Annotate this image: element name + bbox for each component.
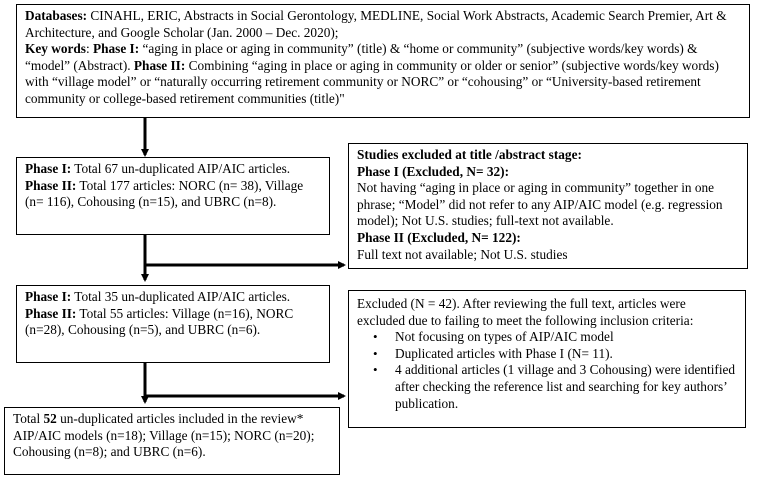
included-count: 52 (43, 411, 57, 426)
box2-phase1-text: Total 67 un-duplicated AIP/AIC articles. (71, 161, 291, 176)
criteria-item: • Duplicated articles with Phase I (N= 11). (395, 346, 737, 363)
keywords-phase2-label: Phase II: (133, 57, 186, 73)
box4-phase1-text: Total 35 un-duplicated AIP/AIC articles. (71, 289, 291, 304)
keywords-phase1-text: “aging in place or aging in community” (title) & “home or community” (subjective words/key words) & “model” (Abstract). (25, 41, 698, 73)
databases-text: CINAHL, ERIC, Abstracts in Social Gerontology, MEDLINE, Social Work Abstracts, Academic Search Premier, Art & Architecture, and Google Scholar (Jan. 2000 – Dec. 2020); (25, 8, 727, 40)
search-strategy-box: Databases: CINAHL, ERIC, Abstracts in Social Gerontology, MEDLINE, Social Work Abstracts, Academic Search Premier, Art & Architecture, and Google Scholar (Jan. 2000 – Dec. 2020); Key words: Phase I: “aging in place or aging in community” (title) & “home or community” (subjective words/key words) & “model” (Abstract). Phase II: Combining “aging in place or aging in community or older or senior” (subjective words/key words) with “village model” or “naturally occurring retirement community or NORC” or “cohousing” or “University-based retirement community or college-based retirement communities (title)" (16, 4, 750, 118)
records-identified-box (16, 157, 330, 235)
full-text-exclusion-box (348, 290, 746, 428)
screened-articles-box (16, 285, 330, 363)
box3-phase2-text: Full text not available; Not U.S. studies (357, 246, 568, 262)
criteria-item: • Not focusing on types of AIP/AIC model (395, 329, 737, 346)
keywords-phase2-text: Combining “aging in place or aging in community or older or senior” (subjective words/key words) with “village model” or “naturally occurring retirement community or NORC” or “cohousing” or “University-based retirement community or college-based retirement communities (title)" (25, 57, 719, 106)
keywords-phase1-label: Phase I: (92, 41, 140, 57)
box5-intro: Excluded (N = 42). After reviewing the full text, articles were excluded due to failing to meet the following inclusion criteria: (357, 296, 694, 328)
box4-phase1-label: Phase I: (25, 289, 72, 304)
included-articles-box: Total 52 un-duplicated articles included in the review* AIP/AIC models (n=18); Village (n=15); NORC (n=20); Cohousing (n=8); and UBRC (n=6). (4, 407, 340, 475)
databases-label: Databases: (25, 8, 88, 23)
box2-phase2-text: Total 177 articles: NORC (n= 38), Village (n= 116), Cohousing (n=15), and UBRC (n=8). (25, 177, 304, 210)
box3-phase1-label: Phase I (Excluded, N= 32): (357, 163, 509, 179)
title-abstract-exclusion-box (348, 143, 748, 269)
box3-heading: Studies excluded at title /abstract stage: (357, 147, 582, 162)
box2-phase1-label: Phase I: (25, 161, 72, 176)
criteria-item: • 4 additional articles (1 village and 3 Cohousing) were identified after checking the reference list and searching for key authors’ publication. (395, 362, 737, 412)
box4-phase2-label: Phase II: (25, 305, 77, 321)
box4-phase2-text: Total 55 articles: Village (n=16), NORC (n=28), Cohousing (n=5), and UBRC (n=6). (25, 305, 294, 338)
included-text: un-duplicated articles included in the review* AIP/AIC models (n=18); Village (n=15); NORC (n=20); Cohousing (n=8); and UBRC (n=6). (13, 411, 315, 460)
box2-phase2-label: Phase II: (25, 177, 77, 193)
keywords-label: Key words (25, 41, 86, 57)
box3-phase2-label: Phase II (Excluded, N= 122): (357, 229, 521, 245)
box3-phase1-text: Not having “aging in place or aging in community” together in one phrase; “Model” did not refer to any AIP/AIC model (e.g. regression model); Not U.S. studies; full-text not available. (357, 180, 723, 229)
exclusion-criteria-list (357, 329, 737, 412)
